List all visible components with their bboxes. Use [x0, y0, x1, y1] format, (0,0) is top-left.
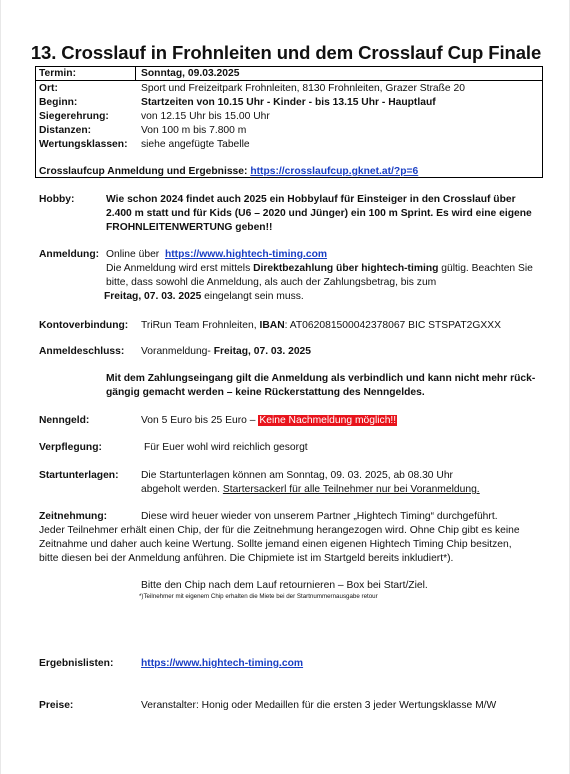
verpflegung-label: Verpflegung: [39, 442, 102, 453]
verpflegung-value: Für Euer wohl wird reichlich gesorgt [144, 442, 308, 453]
termin-value: Sonntag, 09.03.2025 [141, 68, 240, 79]
startunterlagen-line2 [141, 483, 480, 496]
startunterlagen-line2-a: abgeholt werden. [141, 484, 223, 495]
keine-nachmeldung-highlight: Keine Nachmeldung möglich!! [259, 415, 397, 426]
konto-holder: TriRun Team Frohnleiten, [141, 320, 260, 331]
hobby-label: Hobby: [39, 194, 75, 205]
iban-label: IBAN [259, 320, 285, 331]
hobby-text-line3: FROHNLEITENWERTUNG geben!! [106, 222, 273, 233]
nenngeld-label: Nenngeld: [39, 415, 90, 426]
chip-footnote: *)Teilnehmer mit eigenem Chip erhalten die Miete bei der Startnummernausgabe retour [139, 593, 378, 600]
kontoverbindung-label: Kontoverbindung: [39, 320, 129, 331]
wertungsklassen-label: Wertungsklassen: [39, 139, 128, 150]
anmeldung-line2 [106, 262, 533, 275]
siegerehrung-label: Siegerehrung: [39, 111, 109, 122]
anmeldung-online-prefix: Online über [106, 249, 160, 260]
anmeldung-line2-c: gültig. Beachten Sie [438, 263, 533, 274]
anmeldung-line4-b: eingelangt sein muss. [201, 291, 304, 302]
startunterlagen-label: Startunterlagen: [39, 470, 119, 481]
crosslaufcup-label: Crosslaufcup Anmeldung und Ergebnisse: [39, 166, 248, 177]
anmeldung-deadline: Freitag, 07. 03. 2025 [104, 291, 202, 302]
event-info-box [35, 66, 543, 178]
anmeldung-line3: bitte, dass sowohl die Anmeldung, als auch der Zahlungsbetrag, bis zum [106, 277, 437, 288]
distanzen-label: Distanzen: [39, 125, 92, 136]
anmeldung-line4 [104, 290, 304, 303]
crosslaufcup-link[interactable]: https://crosslaufcup.gknet.at/?p=6 [250, 166, 419, 177]
anmeldeschluss-type: Voranmeldung- [141, 346, 214, 357]
zahlung-notice-line1: Mit dem Zahlungseingang gilt die Anmeldung als verbindlich und kann nicht mehr rück- [106, 373, 536, 384]
anmeldung-line2-a: Die Anmeldung wird erst mittels [106, 263, 254, 274]
anmeldeschluss-label: Anmeldeschluss: [39, 346, 125, 357]
termin-label: Termin: [39, 68, 76, 79]
preise-label: Preise: [39, 700, 74, 711]
zeitnehmung-label: Zeitnehmung: [39, 511, 108, 522]
zeitnehmung-line3: Zeitnahme und daher auch keine Wertung. Sollte jemand einen eigenen Hightech Timing Chip besitzen, [39, 539, 512, 550]
ort-value: Sport und Freizeitpark Frohnleiten, 8130 Frohnleiten, Grazer Straße 20 [141, 83, 465, 94]
nenngeld-value [141, 414, 397, 427]
zeitnehmung-line2: Jeder Teilnehmer erhält einen Chip, der für die Zeitnehmung herangezogen wird. Ohne Chip gibt es keine [39, 525, 520, 536]
distanzen-value: Von 100 m bis 7.800 m [141, 125, 247, 136]
anmeldung-online-row [106, 248, 327, 261]
crosslaufcup-row [39, 165, 418, 178]
zeitnehmung-line4: bitte diesen bei der Anmeldung anführen. Die Chipmiete ist im Startgeld bereits inkludiert*). [39, 553, 454, 564]
anmeldung-link[interactable]: https://www.hightech-timing.com [164, 249, 328, 260]
anmeldeschluss-value [141, 345, 311, 358]
chip-return-note: Bitte den Chip nach dem Lauf retournieren – Box bei Start/Ziel. [141, 580, 428, 591]
ergebnislisten-link[interactable]: https://www.hightech-timing.com [141, 658, 304, 669]
nenngeld-amount: Von 5 Euro bis 25 Euro – [141, 415, 259, 426]
iban-value: : AT062081500042378067 BIC STSPAT2GXXX [284, 320, 502, 331]
hobby-text-line2: 2.400 m statt und für Kids (U6 – 2020 und Jünger) ein 100 m Sprint. Es wird eine eigene [106, 208, 532, 219]
ort-label: Ort: [39, 83, 58, 94]
startersackerl-note: Startersackerl für alle Teilnehmer nur bei Voranmeldung. [222, 484, 480, 495]
beginn-label: Beginn: [39, 97, 78, 108]
preise-value: Veranstalter: Honig oder Medaillen für die ersten 3 jeder Wertungsklasse M/W [141, 700, 497, 711]
zahlung-notice-line2: gängig gemacht werden – keine Rückerstattung des Nenngeldes. [106, 387, 425, 398]
hobby-text-line1: Wie schon 2024 findet auch 2025 ein Hobbylauf für Einsteiger in den Crosslauf über [106, 194, 516, 205]
zeitnehmung-line1: Diese wird heuer wieder von unserem Partner „Hightech Timing“ durchgeführt. [141, 511, 498, 522]
anmeldung-label: Anmeldung: [39, 249, 100, 260]
page-title: 13. Crosslauf in Frohnleiten und dem Crosslauf Cup Finale [30, 42, 542, 63]
wertungsklassen-value: siehe angefügte Tabelle [141, 139, 250, 150]
ergebnislisten-label: Ergebnislisten: [39, 658, 114, 669]
beginn-value: Startzeiten von 10.15 Uhr - Kinder - bis 13.15 Uhr - Hauptlauf [141, 97, 436, 108]
startunterlagen-line1: Die Startunterlagen können am Sonntag, 09. 03. 2025, ab 08.30 Uhr [141, 470, 453, 481]
siegerehrung-value: von 12.15 Uhr bis 15.00 Uhr [141, 111, 270, 122]
kontoverbindung-value [141, 319, 501, 332]
anmeldung-direktbezahlung: Direktbezahlung über hightech-timing [253, 263, 439, 274]
anmeldeschluss-date: Freitag, 07. 03. 2025 [213, 346, 312, 357]
